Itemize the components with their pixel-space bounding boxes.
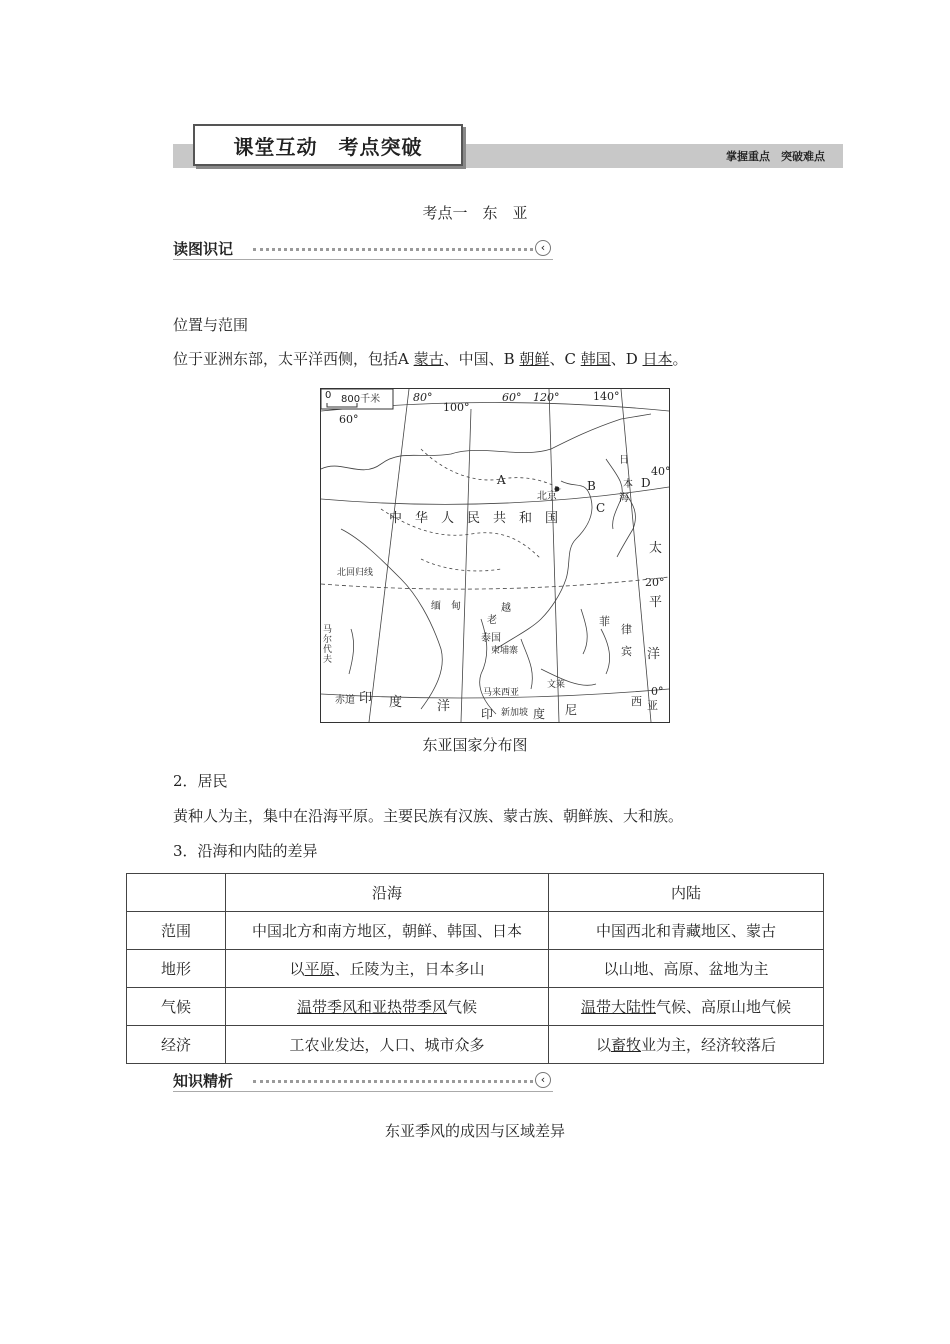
map-label-d: D [641, 476, 651, 490]
topic-title: 考点一 东 亚 [422, 204, 528, 222]
lat-20-label: 20° [645, 576, 665, 589]
table-header-row [127, 874, 824, 912]
table-cell: 工农业发达，人口、城市众多 [226, 1026, 549, 1064]
chevron-left-icon: ‹ [535, 1072, 551, 1088]
lat-40-label: 40° [651, 465, 671, 478]
philippines-label-1: 菲 [599, 615, 610, 628]
dotted-divider [253, 248, 533, 251]
map-label-c: C [596, 501, 606, 515]
japan-label-3: 海 [619, 493, 629, 504]
table-header-cell: 沿海 [226, 874, 549, 912]
answer-b: 朝鲜 [519, 350, 550, 368]
table-cell: 中国西北和青藏地区、蒙古 [549, 912, 824, 950]
philippines-label-2: 律 [621, 623, 632, 636]
map-caption: 东亚国家分布图 [422, 736, 528, 754]
lon-100-label: 100° [443, 401, 470, 414]
maldives-label: 马尔代夫 [323, 625, 333, 665]
map-label-a: A [497, 473, 506, 487]
residents-heading: 2．居民 [173, 772, 228, 790]
table-cell: 以山地、高原、盆地为主 [549, 950, 824, 988]
indonesia-label-2: 度 [533, 707, 546, 721]
indian-ocean-label-1: 印 [359, 691, 373, 706]
section-label: 读图识记 [173, 240, 234, 258]
section-read-map [173, 238, 553, 260]
divider [173, 259, 553, 260]
pacific-label-3: 洋 [647, 647, 661, 662]
section-knowledge [173, 1070, 553, 1092]
scale-zero: 0 [325, 390, 332, 401]
myanmar-label: 缅 甸 [431, 601, 461, 612]
scale-label: 800千米 [341, 394, 381, 405]
row-label: 经济 [127, 1026, 226, 1064]
table-cell: 中国北方和南方地区，朝鲜、韩国、日本 [226, 912, 549, 950]
indonesia-label-1: 印 [481, 707, 494, 721]
answer-c: 韩国 [580, 350, 611, 368]
dotted-divider [253, 1080, 533, 1083]
lon-80-label: 80° [413, 391, 433, 404]
comparison-table [126, 873, 824, 1064]
table-row [127, 912, 824, 950]
table-cell: 以畜牧业为主，经济较落后 [549, 1026, 824, 1064]
indian-ocean-label-3: 洋 [437, 699, 451, 714]
lat-60-label: 60° [339, 413, 359, 426]
pacific-label-1: 太 [649, 541, 663, 556]
pacific-label-2: 平 [649, 595, 663, 610]
map-label-xi: 西 [631, 695, 642, 708]
diff-heading: 3．沿海和内陆的差异 [173, 842, 318, 860]
lat-0-label: 0° [651, 685, 664, 698]
thailand-label: 泰国 [481, 633, 501, 644]
lon-60-label: 60° [502, 391, 522, 404]
position-text: 位于亚洲东部，太平洋西侧，包括A 蒙古、中国、B 朝鲜、C 韩国、D 日本。 [173, 350, 688, 368]
japan-label-2: 本 [623, 479, 633, 490]
table-cell: 温带季风和亚热带季风气候 [226, 988, 549, 1026]
beijing-label: 北京 [537, 491, 557, 502]
section-label: 知识精析 [173, 1072, 234, 1090]
table-header-cell: 内陆 [549, 874, 824, 912]
map-label-ya: 亚 [647, 699, 658, 712]
banner-subtitle: 掌握重点 突破难点 [726, 150, 825, 163]
position-heading: 位置与范围 [173, 316, 249, 334]
map-graphic [321, 389, 669, 722]
chevron-left-icon: ‹ [535, 240, 551, 256]
vietnam-label: 越 [501, 603, 511, 614]
laos-label: 老 [487, 615, 497, 626]
divider [173, 1091, 553, 1092]
table-row [127, 950, 824, 988]
singapore-label: 新加坡 [501, 708, 529, 718]
brunei-label: 文莱 [547, 680, 566, 690]
indian-ocean-label-2: 度 [389, 695, 403, 710]
monsoon-title: 东亚季风的成因与区域差异 [384, 1122, 565, 1140]
banner-title: 课堂互动 考点突破 [193, 124, 463, 166]
indonesia-label-3: 尼 [565, 703, 578, 717]
malaysia-label: 马来西亚 [483, 688, 520, 698]
answer-a: 蒙古 [413, 350, 444, 368]
equator-label: 赤道 [335, 695, 355, 706]
map-label-b: B [587, 479, 596, 493]
tropic-label: 北回归线 [337, 568, 374, 578]
japan-label-1: 日 [619, 455, 629, 466]
row-label: 气候 [127, 988, 226, 1026]
china-label: 中 华 人 民 共 和 国 [389, 511, 559, 526]
east-asia-map [320, 388, 670, 723]
residents-text: 黄种人为主，集中在沿海平原。主要民族有汉族、蒙古族、朝鲜族、大和族。 [173, 807, 684, 825]
row-label: 范围 [127, 912, 226, 950]
cambodia-label: 柬埔寨 [491, 646, 519, 656]
lon-120-label: 120° [533, 391, 560, 404]
table-header-cell [127, 874, 226, 912]
answer-d: 日本 [642, 350, 673, 368]
philippines-label-3: 宾 [621, 645, 632, 658]
table-row [127, 988, 824, 1026]
row-label: 地形 [127, 950, 226, 988]
table-cell: 温带大陆性气候、高原山地气候 [549, 988, 824, 1026]
table-row [127, 1026, 824, 1064]
table-cell: 以平原、丘陵为主，日本多山 [226, 950, 549, 988]
lon-140-label: 140° [593, 390, 620, 403]
section-banner [173, 124, 843, 168]
